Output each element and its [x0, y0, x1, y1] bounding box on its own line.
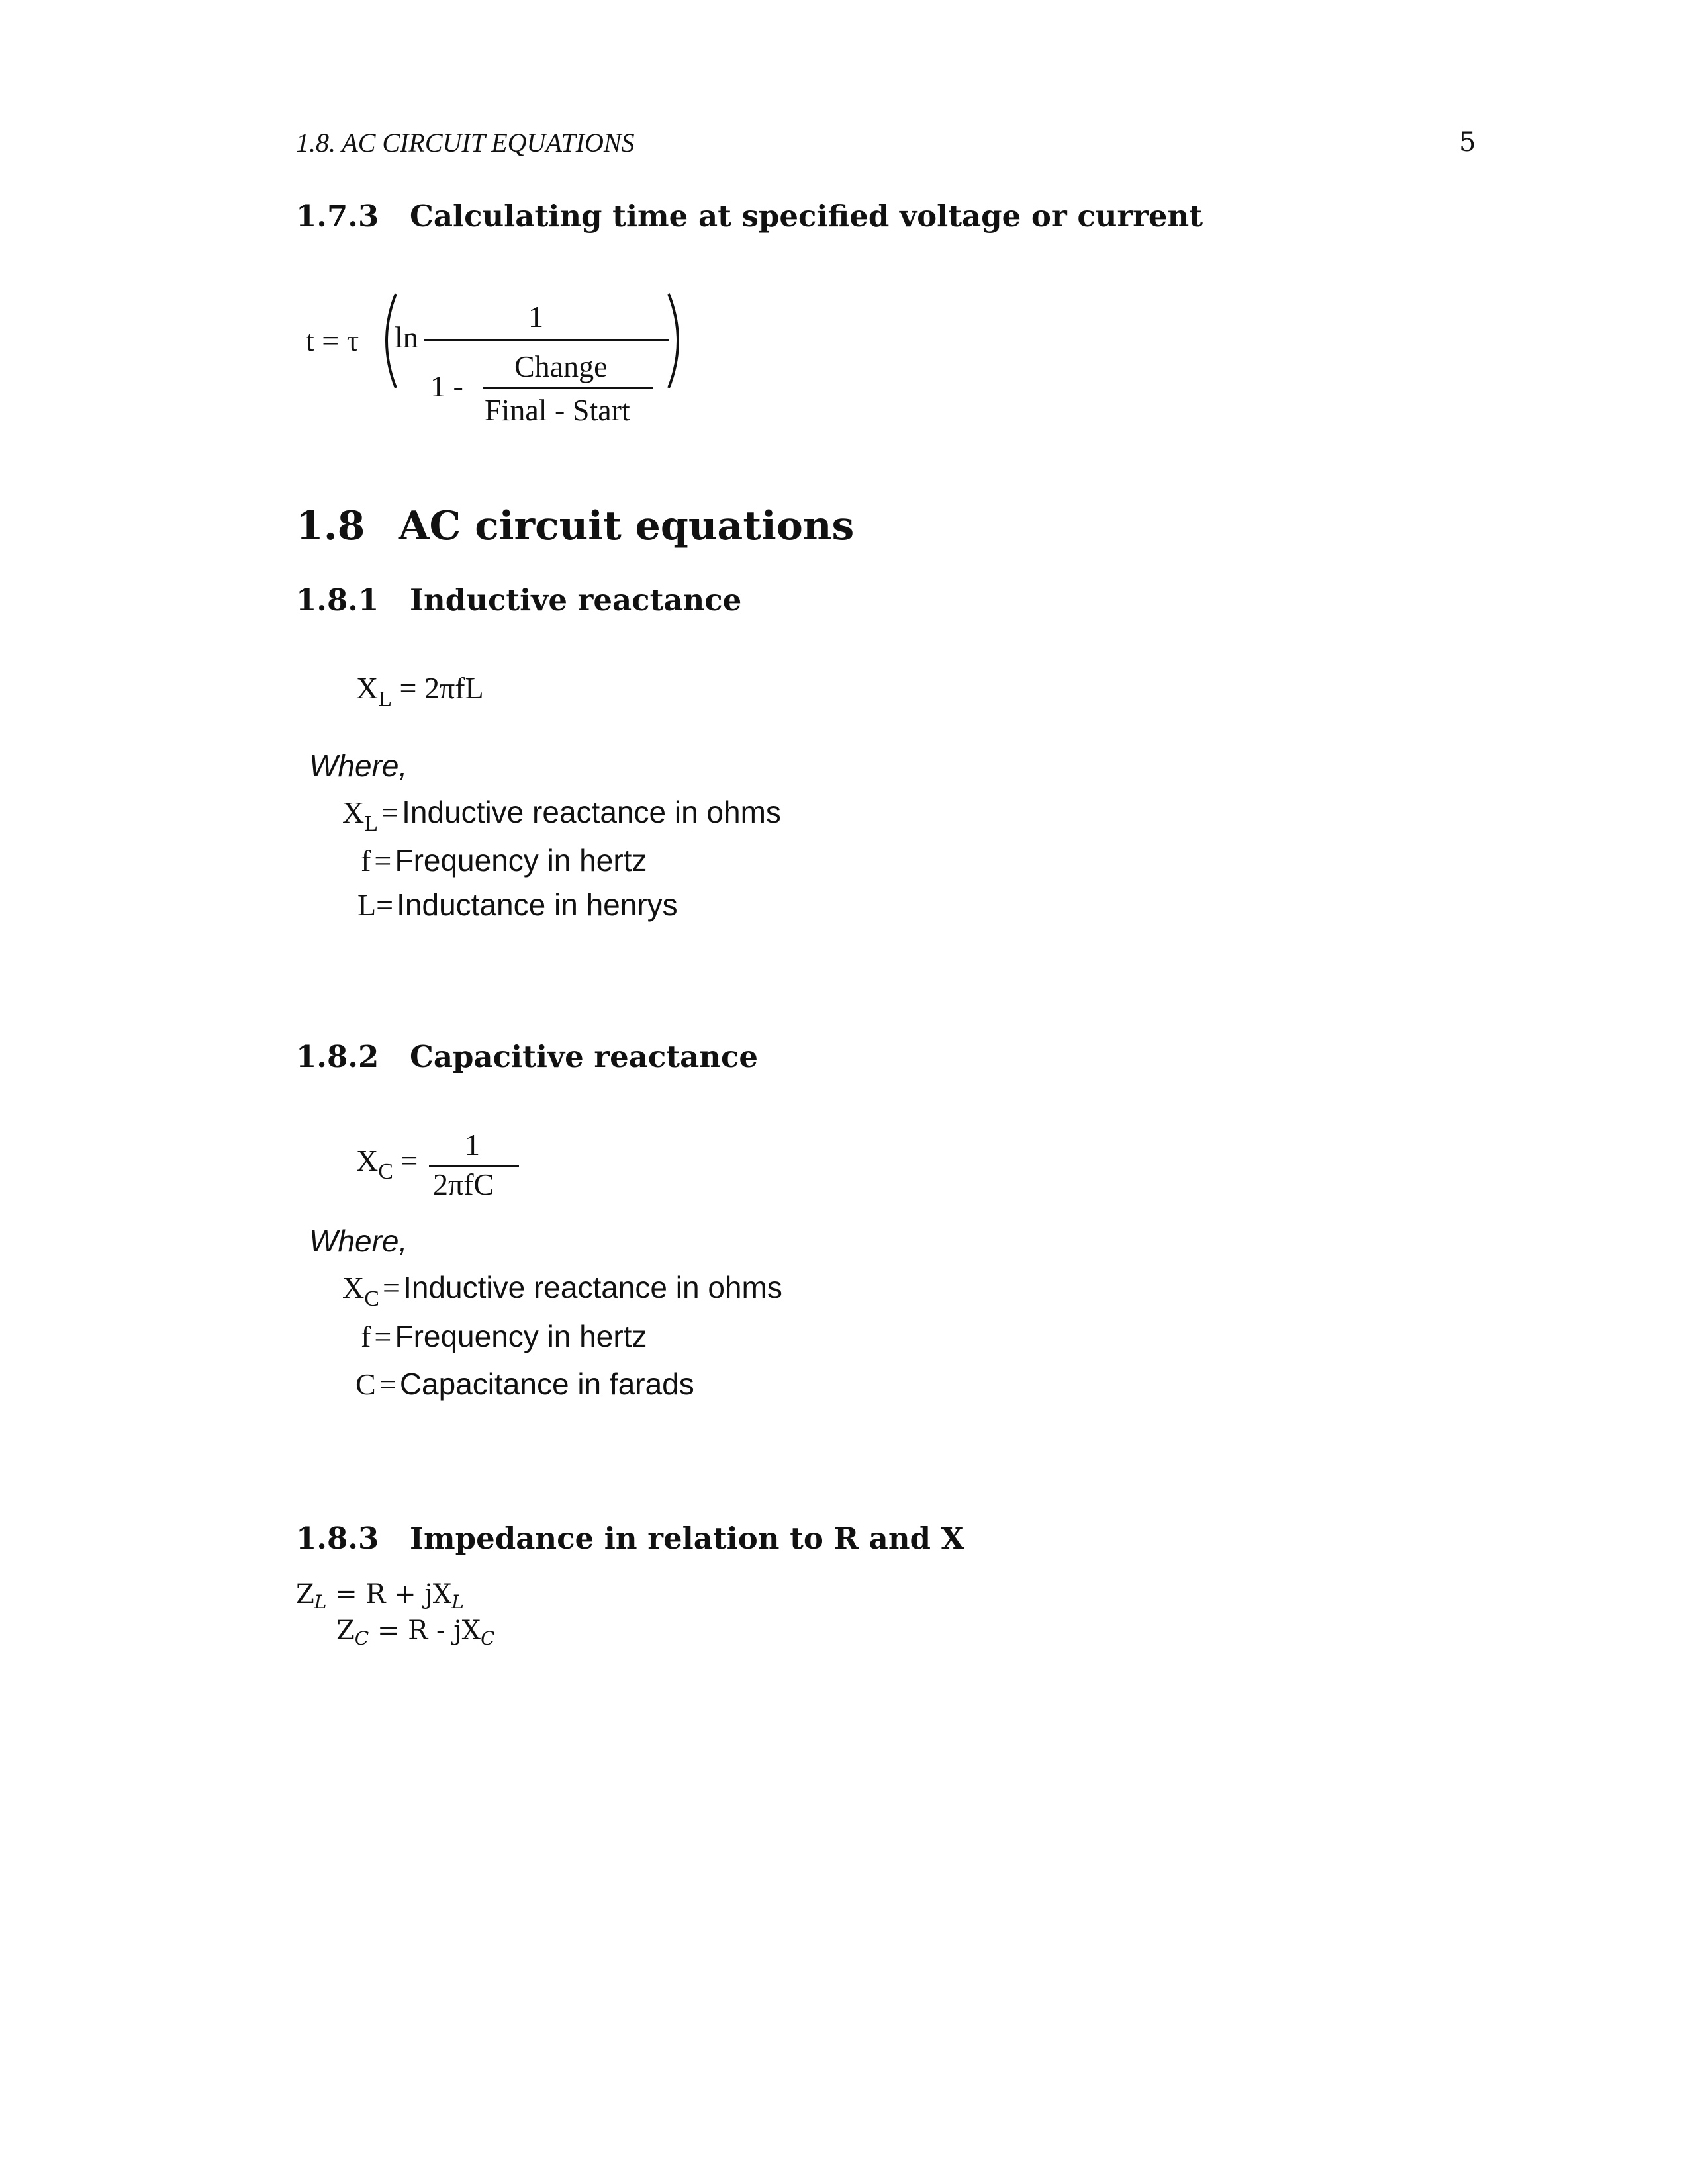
subsection-heading-1-7-3	[296, 199, 1203, 234]
definition-row	[355, 1366, 694, 1402]
subsection-title: Inductive reactance	[410, 582, 742, 617]
def-equals: =	[379, 1367, 397, 1401]
formula-denominator: 2πfC	[433, 1167, 494, 1201]
def-text: Inductive reactance in ohms	[403, 1270, 782, 1304]
def-text: Inductive reactance in ohms	[402, 795, 781, 829]
inner-denominator: Final - Start	[485, 393, 630, 427]
subsection-title: Impedance in relation to R and X	[410, 1521, 964, 1556]
def-text: Inductance in henrys	[397, 887, 678, 922]
subsection-number: 1.8.3	[296, 1521, 379, 1556]
def-symbol: C	[355, 1367, 376, 1401]
formula-lhs: t = τ	[306, 324, 359, 357]
formula-rhs: = 2πfL	[399, 671, 484, 705]
def-symbol: L	[357, 888, 377, 922]
subsection-heading-1-8-2	[296, 1039, 758, 1074]
eq-lhs-subscript: C	[354, 1627, 369, 1649]
section-title: AC circuit equations	[399, 503, 855, 549]
impedance-equation-capacitive	[336, 1615, 495, 1649]
numerator-one: 1	[528, 300, 543, 334]
definition-row	[342, 794, 781, 836]
eq-lhs-subscript: L	[314, 1591, 327, 1613]
def-symbol: X	[342, 1271, 365, 1304]
eq-rhs-subscript: L	[451, 1591, 464, 1613]
section-heading-1-8	[296, 503, 854, 549]
def-equals: =	[383, 1271, 400, 1304]
definition-row	[361, 842, 647, 878]
page-number: 5	[1459, 127, 1476, 158]
ln-operator: ln	[395, 320, 418, 354]
subsection-title: Calculating time at specified voltage or current	[410, 199, 1203, 234]
right-paren	[663, 291, 690, 390]
eq-rhs: = R - jX	[377, 1615, 481, 1646]
def-text: Capacitance in farads	[399, 1367, 694, 1401]
subsection-title: Capacitive reactance	[410, 1039, 759, 1074]
def-subscript: C	[364, 1287, 379, 1311]
running-header-title: 1.8. AC CIRCUIT EQUATIONS	[296, 128, 635, 158]
def-equals: =	[376, 888, 394, 922]
def-symbol: f	[361, 844, 371, 878]
where-label: Where,	[309, 749, 408, 783]
formula-subscript: L	[378, 687, 393, 711]
def-text: Frequency in hertz	[395, 1319, 647, 1353]
eq-lhs: Z	[296, 1579, 314, 1610]
inductive-reactance-formula	[356, 670, 484, 711]
def-subscript: L	[364, 811, 379, 836]
def-text: Frequency in hertz	[395, 843, 647, 878]
def-symbol: f	[361, 1320, 371, 1353]
impedance-equation-inductive	[296, 1579, 464, 1613]
subsection-number: 1.8.1	[296, 582, 379, 617]
formula-numerator: 1	[465, 1128, 480, 1161]
formula-symbol: X	[356, 1144, 379, 1177]
inner-fraction-bar	[483, 387, 653, 389]
definition-row	[357, 887, 678, 923]
definition-row	[361, 1318, 647, 1354]
subsection-heading-1-8-1	[296, 582, 741, 617]
subsection-number: 1.8.2	[296, 1039, 379, 1074]
def-equals: =	[381, 796, 399, 829]
subsection-number: 1.7.3	[296, 199, 379, 234]
subsection-heading-1-8-3	[296, 1521, 964, 1556]
eq-rhs: = R + jX	[335, 1579, 452, 1610]
eq-lhs: Z	[336, 1615, 355, 1646]
formula-equals: =	[400, 1144, 418, 1177]
eq-rhs-subscript: C	[481, 1627, 495, 1649]
one-minus: 1 -	[430, 369, 463, 403]
def-equals: =	[374, 1320, 392, 1353]
inner-numerator: Change	[514, 349, 608, 383]
def-symbol: X	[342, 796, 365, 829]
formula-subscript: C	[378, 1160, 393, 1184]
formula-symbol: X	[356, 671, 379, 705]
formula-lhs	[356, 1143, 418, 1184]
section-number: 1.8	[296, 503, 365, 549]
where-label: Where,	[309, 1224, 408, 1258]
definition-row	[342, 1269, 782, 1311]
def-equals: =	[374, 844, 392, 878]
main-fraction-bar	[424, 339, 669, 341]
